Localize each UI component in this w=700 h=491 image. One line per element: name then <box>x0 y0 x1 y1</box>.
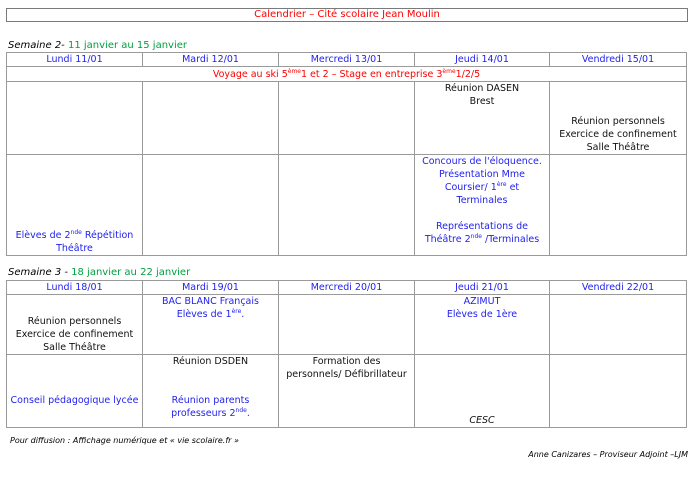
day-header: Mardi 12/01 <box>143 53 279 67</box>
event-line: Formation des <box>312 356 381 367</box>
week-2-table <box>6 52 687 256</box>
event-line: Théâtre <box>56 243 93 254</box>
event-text: Théâtre 2 <box>424 234 471 245</box>
banner-event <box>7 67 687 82</box>
event-line: Concours de l'éloquence. <box>422 156 542 167</box>
cell-vendredi <box>550 82 687 155</box>
event-line: CESC <box>469 415 495 426</box>
banner-sup: ème <box>287 67 301 75</box>
banner-text: 1/2/5 <box>455 68 481 80</box>
event-line: Présentation Mme <box>439 169 525 180</box>
event-line <box>9 229 140 242</box>
day-header: Mardi 19/01 <box>143 281 279 295</box>
day-header: Mercredi 20/01 <box>279 281 415 295</box>
week-2-range: 11 janvier au 15 janvier <box>64 40 188 51</box>
event-line: BAC BLANC Français <box>162 296 259 307</box>
event-line: Conseil pédagogique lycée <box>10 394 139 406</box>
event-line: Réunion parents <box>171 395 250 406</box>
cell-vendredi <box>550 295 687 355</box>
event-line <box>417 233 547 246</box>
event-text: et <box>506 182 520 193</box>
diffusion-note: Pour diffusion : Affichage numérique et « vie scolaire.fr » <box>10 436 239 445</box>
event-line: Réunion personnels <box>571 116 665 127</box>
event-text: Elèves de 2 <box>15 230 71 241</box>
cell-mercredi <box>279 82 415 155</box>
event-line: Réunion DSDEN <box>172 356 249 367</box>
event-line: Elèves de 1ère <box>446 309 518 320</box>
spacer <box>145 368 276 394</box>
banner-text: Voyage au ski 5 <box>212 68 288 80</box>
event-line: Exercice de confinement <box>15 329 134 340</box>
event-line <box>145 308 276 321</box>
cell-vendredi <box>550 355 687 428</box>
cell-mercredi <box>279 295 415 355</box>
day-header: Lundi 11/01 <box>7 53 143 67</box>
cell-mercredi <box>279 355 415 428</box>
week-3-table <box>6 280 687 428</box>
day-header: Jeudi 21/01 <box>415 281 550 295</box>
day-header: Jeudi 14/01 <box>415 53 550 67</box>
cell-mardi <box>143 82 279 155</box>
event-line: Réunion DASEN <box>444 83 520 94</box>
cell-jeudi <box>415 295 550 355</box>
banner-text: 1 et 2 – Stage en entreprise 3 <box>300 68 443 80</box>
week-3-number: Semaine 3 - <box>8 267 68 278</box>
cell-mardi <box>143 295 279 355</box>
cell-mardi <box>143 355 279 428</box>
cell-mercredi <box>279 155 415 256</box>
cell-jeudi <box>415 155 550 256</box>
event-line: Brest <box>469 96 495 107</box>
event-line <box>145 407 276 420</box>
event-line: Salle Théâtre <box>43 342 106 353</box>
week-3-row-1 <box>7 295 687 355</box>
event-sup: nde <box>470 233 482 240</box>
event-line: Terminales <box>456 195 508 206</box>
event-sup: ère <box>496 181 507 188</box>
document-title: Calendrier – Cité scolaire Jean Moulin <box>6 8 688 22</box>
cell-lundi <box>7 82 143 155</box>
event-sup: ère <box>231 308 242 315</box>
week-2-header-row <box>7 53 687 67</box>
spacer <box>417 207 547 220</box>
week-2-row-1 <box>7 82 687 155</box>
event-line: Représentations de <box>436 221 528 232</box>
day-header: Vendredi 15/01 <box>550 53 687 67</box>
event-sup: nde <box>70 229 82 236</box>
event-line: Réunion personnels <box>27 316 122 327</box>
event-sup: nde <box>235 407 247 414</box>
cell-jeudi <box>415 82 550 155</box>
event-text: Elèves de 1 <box>176 309 232 320</box>
week-2-row-2 <box>7 155 687 256</box>
event-text: Coursier/ 1 <box>444 182 497 193</box>
week-3-header-row <box>7 281 687 295</box>
cell-mardi <box>143 155 279 256</box>
week-3-row-2 <box>7 355 687 428</box>
event-line: personnels/ Défibrillateur <box>286 369 407 380</box>
event-line: Exercice de confinement <box>559 129 677 140</box>
week-2-label <box>8 40 187 52</box>
day-header: Vendredi 22/01 <box>550 281 687 295</box>
week-2-number: Semaine 2- <box>8 40 65 51</box>
week-3-range: 18 janvier au 22 janvier <box>67 267 191 278</box>
cell-lundi <box>7 155 143 256</box>
event-line: AZIMUT <box>463 296 501 307</box>
day-header: Mercredi 13/01 <box>279 53 415 67</box>
event-text: . <box>246 408 250 419</box>
event-line <box>417 181 547 194</box>
banner-sup: ème <box>442 67 456 75</box>
event-text: Répétition <box>81 230 134 241</box>
day-header: Lundi 18/01 <box>7 281 143 295</box>
event-line: Salle Théâtre <box>586 142 650 153</box>
cell-vendredi <box>550 155 687 256</box>
week-3-label <box>8 267 190 279</box>
cell-lundi <box>7 295 143 355</box>
event-text: professeurs 2 <box>171 408 236 419</box>
event-text: . <box>241 309 245 320</box>
event-text: /Terminales <box>481 234 540 245</box>
cell-jeudi <box>415 355 550 428</box>
signature: Anne Canizares – Proviseur Adjoint –LJM <box>528 450 688 459</box>
cell-lundi <box>7 355 143 428</box>
week-2-banner-row <box>7 67 687 82</box>
